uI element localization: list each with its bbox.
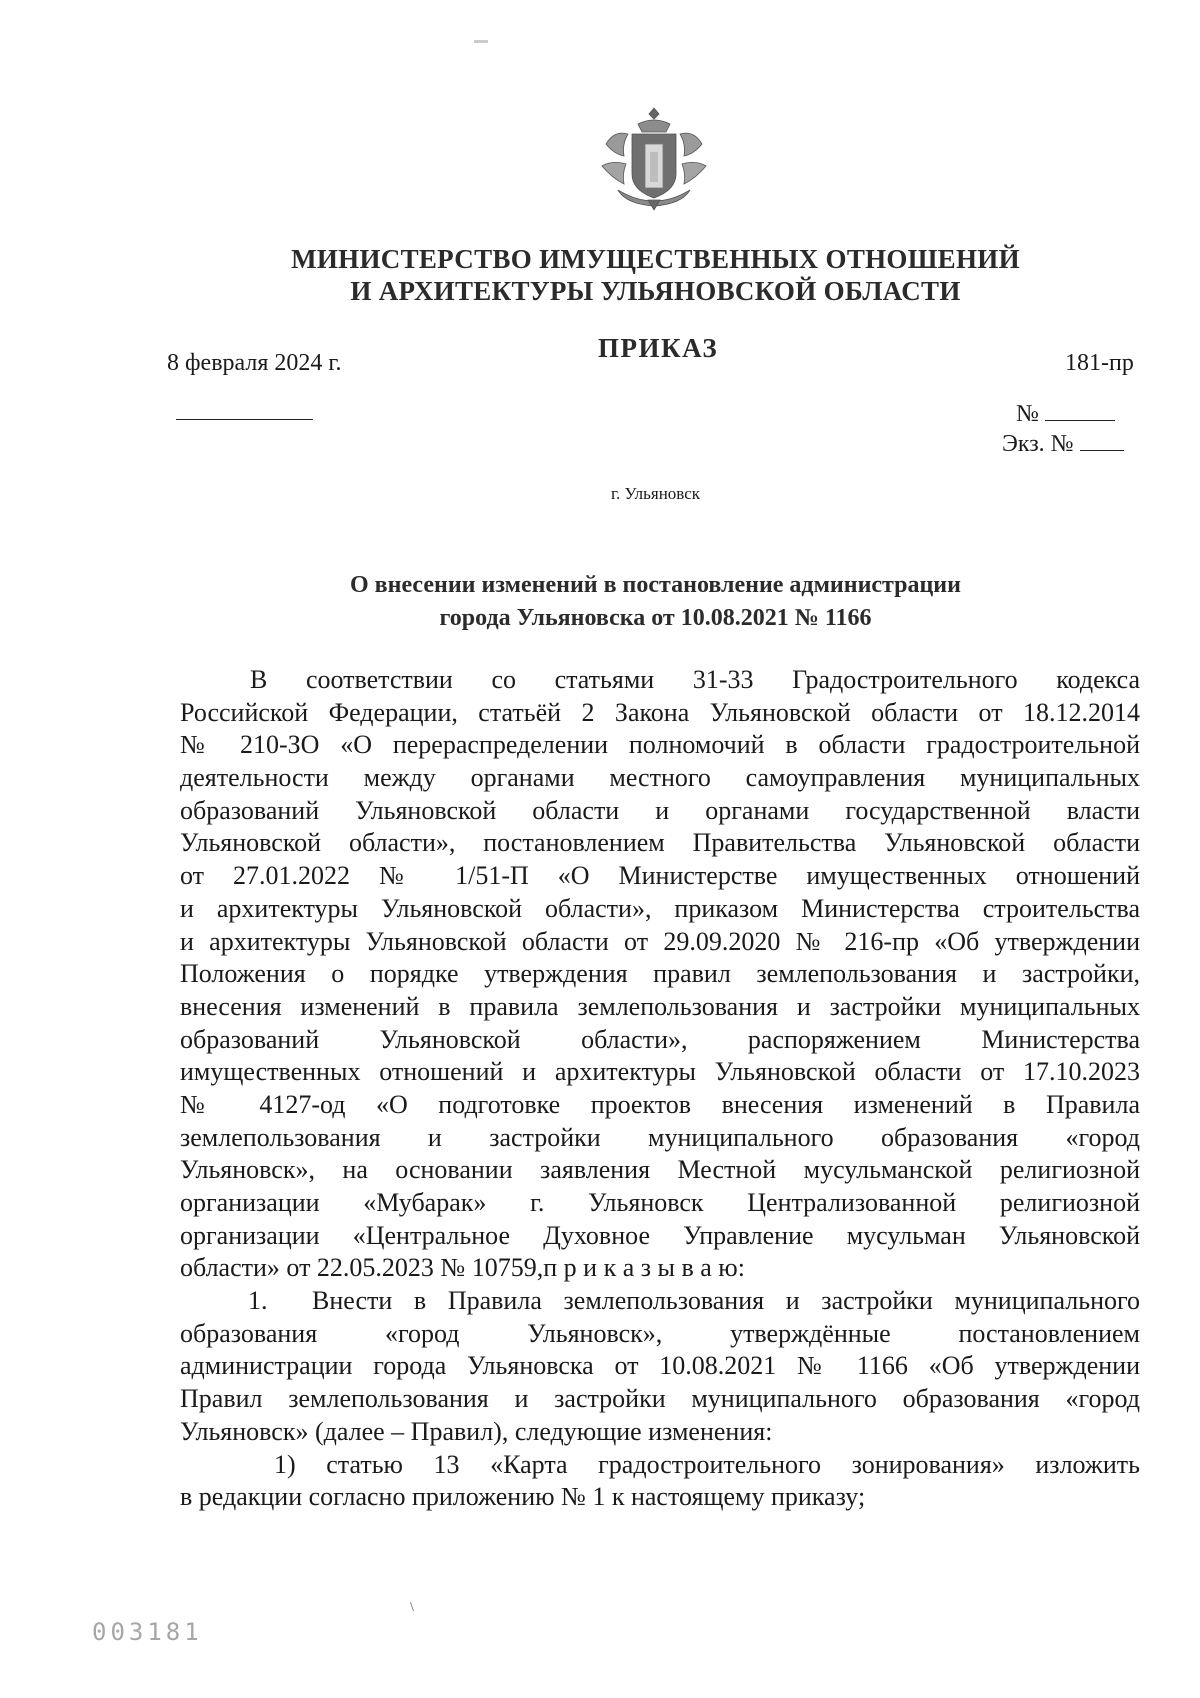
page-code: 003181 [92, 1618, 203, 1646]
date-underline [176, 419, 313, 420]
body-line: имущественных отношений и архитектуры Ульяновской области от 17.10.2023 [180, 1057, 1140, 1087]
number-field [1016, 398, 1115, 428]
body-line: организации «Мубарак» г. Ульяновск Централизованной религиозной [180, 1188, 1140, 1217]
body-line: Положения о порядке утверждения правил землепользования и застройки, [180, 959, 1140, 989]
number-label: № [1016, 401, 1039, 427]
body-line-final: области» от 22.05.2023 № 10759,п р и к а з ы в а ю: [180, 1253, 745, 1283]
scan-mark [474, 40, 488, 43]
copy-blank [1080, 428, 1124, 451]
scan-mark-footer: \ [410, 1600, 414, 1615]
copy-label: Экз. № [1002, 431, 1074, 457]
item-1-number: 1. [248, 1286, 268, 1316]
body-line: Ульяновск», на основании заявления Местной мусульманской религиозной [180, 1155, 1140, 1185]
item-1 [180, 1285, 1140, 1318]
number-blank [1045, 398, 1115, 421]
item-1-text: Внести в Правила землепользования и застройки муниципального [312, 1286, 1140, 1316]
body-line: Ульяновской области», постановлением Правительства Ульяновской области [180, 828, 1140, 858]
body-line: В соответствии со статьями 31-33 Градостроительного кодекса [250, 665, 1140, 694]
subject-line2: города Ульяновска от 10.08.2021 № 1166 [439, 605, 872, 631]
body-line: № 210-ЗО «О перераспределении полномочий в области градостроительной [180, 730, 1140, 760]
body-line: и архитектуры Ульяновской области от 29.09.2020 № 216-пр «Об утверждении [180, 926, 1140, 956]
subitem-1: 1) статью 13 «Карта градостроительного зонирования» изложить [274, 1449, 1140, 1479]
order-body [180, 664, 1140, 1514]
body-line: от 27.01.2022 № 1/51-П «О Министерстве имущественных отношений [180, 861, 1140, 891]
ministry-name-line1: МИНИСТЕРСТВО ИМУЩЕСТВЕННЫХ ОТНОШЕНИЙ [291, 244, 1020, 274]
item-1-line: Ульяновск» (далее – Правил), следующие изменения: [180, 1416, 773, 1446]
body-line: деятельности между органами местного самоуправления муниципальных [180, 763, 1140, 793]
city: г. Ульяновск [610, 484, 701, 503]
body-line: и архитектуры Ульяновской области», приказом Министерства строительства [180, 893, 1140, 923]
document-date: 8 февраля 2024 г. [167, 350, 342, 376]
item-1-line: образования «город Ульяновск», утверждённые постановлением [180, 1318, 1140, 1348]
body-line: образований Ульяновской области и органами государственной власти [180, 795, 1140, 825]
body-line: внесения изменений в правила землепользования и застройки муниципальных [180, 991, 1140, 1021]
item-1-line: администрации города Ульяновска от 10.08.2021 № 1166 «Об утверждении [180, 1351, 1140, 1381]
document-number: 181-пр [1065, 350, 1134, 376]
item-1-line: Правил землепользования и застройки муниципального образования «город [180, 1384, 1140, 1414]
ministry-name-line2: И АРХИТЕКТУРЫ УЛЬЯНОВСКОЙ ОБЛАСТИ [350, 276, 961, 306]
body-line: образований Ульяновской области», распоряжением Министерства [180, 1024, 1140, 1054]
body-line: землепользования и застройки муниципального образования «город [180, 1122, 1140, 1152]
body-line: Российской Федерации, статьёй 2 Закона Ульяновской области от 18.12.2014 [180, 697, 1140, 727]
document-type: ПРИКАЗ [598, 333, 719, 363]
body-line: № 4127-од «О подготовке проектов внесения изменений в Правила [180, 1089, 1140, 1119]
subitem-1-line: в редакции согласно приложению № 1 к настоящему приказу; [180, 1482, 866, 1512]
copy-field [1002, 428, 1124, 458]
coat-of-arms-icon [598, 104, 710, 214]
body-line: организации «Центральное Духовное Управление мусульман Ульяновской [180, 1220, 1140, 1250]
subject-line1: О внесении изменений в постановление администрации [350, 572, 961, 598]
